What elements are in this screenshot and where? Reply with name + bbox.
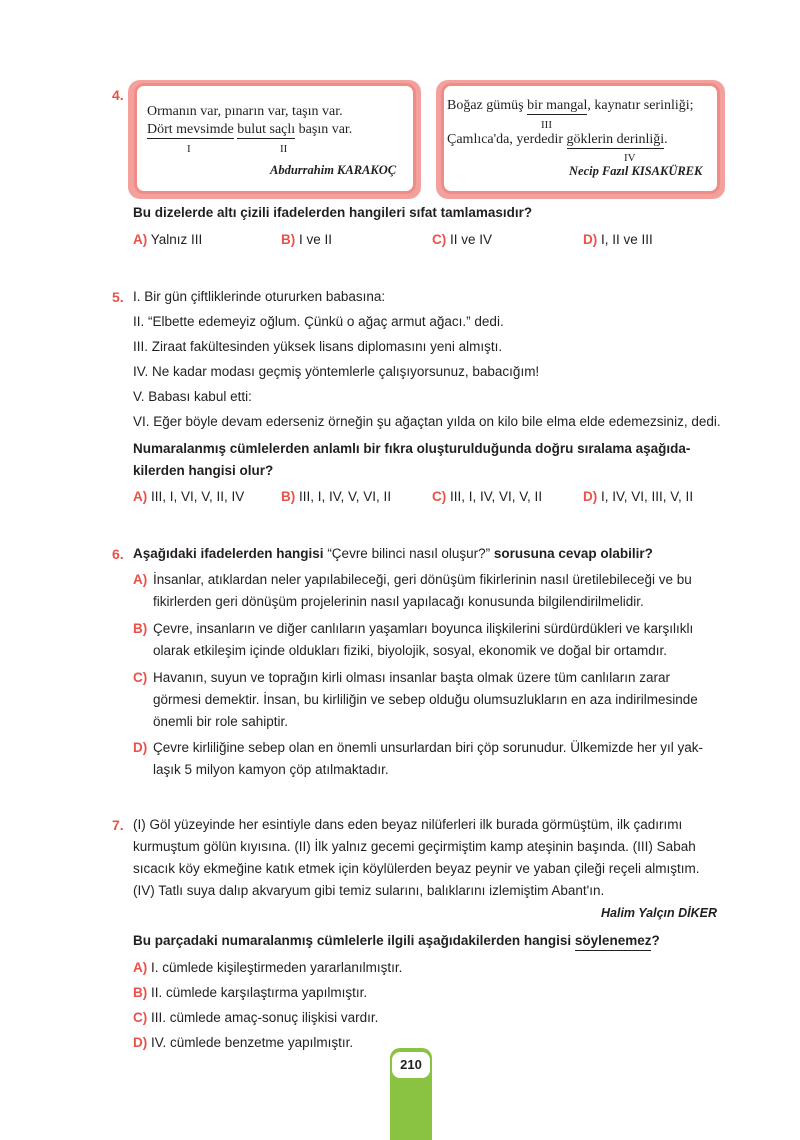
q5-item-5: V. Babası kabul etti: [133,389,252,404]
q4-option-d[interactable]: D) I, II ve III [583,232,653,247]
q6-option-a-letter-red[interactable]: A) [133,572,148,587]
q7-author: Halim Yalçın DİKER [601,906,718,920]
q4-option-c[interactable]: C) II ve IV [432,232,493,247]
q6-option-b-letter[interactable]: B) [133,621,148,636]
poem2-line2: Çamlıca'da, yerdedir göklerin derinliği. [447,132,668,147]
q5-question-line1: Numaralanmış cümlelerden anlamlı bir fıkra oluşturulduğunda doğru sıralama aşağıda- [133,441,691,456]
q5-item-3: III. Ziraat fakültesinden yüksek lisans diplomasını yeni almıştı. [133,339,503,354]
q7-passage-line3: sıcacık köy ekmeğine katık etmek için köylülerden beyaz peynir ve yaban çileği reçeli almıştım. [133,861,700,876]
underline-I: Dört mevsimde [147,122,234,137]
q7-underline-word: söylenemez [575,933,652,951]
q7-passage-line1: (I) Göl yüzeyinde her esintiyle dans eden beyaz nilüferleri ilk burada görmüştüm, ilk çadırımı [133,817,683,832]
q6-option-d-line2: laşık 5 milyon kamyon çöp atılmaktadır. [153,762,389,777]
q5-option-b[interactable]: B) III, I, IV, V, VI, II [281,489,392,504]
poem1-line2: Dört mevsimde bulut saçlı başın var. [147,122,353,137]
question-number-5: 5. [112,289,124,305]
q4-option-b[interactable]: B) I ve II [281,232,333,247]
q6-option-c-letter[interactable]: C) [133,670,148,685]
q5-option-a[interactable]: A) III, I, VI, V, II, IV [133,489,245,504]
q6-option-b-line1: Çevre, insanların ve diğer canlıların yaşamları boyunca ilişkilerini sürdürdükleri ve karşılıklı [153,621,694,636]
underline-II: bulut saçlı [237,122,296,137]
question-number-4: 4. [112,87,124,103]
q6-option-c-line2: görmesi demektir. İnsan, bu kirliliğin ve sebep olduğu olumsuzlukların en aza indirilmesinde [153,692,698,707]
q6-question: Aşağıdaki ifadelerden hangisi “Çevre bilinci nasıl oluşur?” sorusuna cevap olabilir? [133,546,653,561]
q4-question: Bu dizelerde altı çizili ifadelerden hangileri sıfat tamlamasıdır? [133,205,533,220]
mark-IV: IV [624,152,636,164]
q6-option-a-line1: İnsanlar, atıklardan neler yapılabileceği, geri dönüşüm fikirlerinin nasıl üretilebileceği ve bu [153,572,692,587]
question-number-6: 6. [112,546,124,562]
underline-III: bir mangal [527,98,588,113]
poem2-author: Necip Fazıl KISAKÜREK [569,164,703,178]
q5-option-c[interactable]: C) III, I, IV, VI, V, II [432,489,543,504]
q5-item-2: II. “Elbette edemeyiz oğlum. Çünkü o ağaç armut ağacı.” dedi. [133,314,504,329]
page-number: 210 [392,1052,430,1078]
q6-option-d-letter[interactable]: D) [133,740,148,755]
q5-item-4: IV. Ne kadar modası geçmiş yöntemlerle çalışıyorsunuz, babacığım! [133,364,540,379]
poem2-line1: Boğaz gümüş bir mangal, kaynatır serinliği; [447,98,694,113]
q7-passage-line2: kurmuştum gölün kıyısına. (II) İlk yalnız gecemi geçirmiştim kamp ateşinin başında. (III) Sabah [133,839,696,854]
q4-option-a[interactable]: A) Yalnız III [133,232,203,247]
mark-II: II [280,143,288,155]
q7-option-a[interactable]: A) I. cümlede kişileştirmeden yararlanılmıştır. [133,960,403,975]
q7-option-b[interactable]: B) II. cümlede karşılaştırma yapılmıştır. [133,985,368,1000]
q6-option-b-line2: olarak etkileşim içinde oldukları fiziki, biyolojik, sosyal, ekonomik ve doğal bir ortamdır. [153,643,667,658]
q5-option-d[interactable]: D) I, IV, VI, III, V, II [583,489,694,504]
q6-option-d-line1: Çevre kirliliğine sebep olan en önemli unsurlardan biri çöp sorunudur. Ülkemizde her yıl yak- [153,740,704,755]
q5-item-6: VI. Eğer böyle devam ederseniz örneğin şu ağaçtan yılda on kilo bile elma elde edemezsiniz, dedi. [133,414,721,429]
q7-question: Bu parçadaki numaralanmış cümlelerle ilgili aşağıdakilerden hangisi söylenemez? [133,933,660,948]
mark-III: III [541,119,552,131]
q7-option-c[interactable]: C) III. cümlede amaç-sonuç ilişkisi vardır. [133,1010,379,1025]
q6-option-c-line1: Havanın, suyun ve toprağın kirli olması insanlar başta olmak üzere tüm canlıların zarar [153,670,670,685]
question-number-7: 7. [112,817,124,833]
mark-I: I [187,143,191,155]
q6-option-a-line2: fikirlerden geri dönüşüm projelerinin nasıl yapılacağı konusunda bilgilendirilmelidir. [153,594,644,609]
q5-question-line2: kilerden hangisi olur? [133,463,274,478]
q7-option-d[interactable]: D) IV. cümlede benzetme yapılmıştır. [133,1035,354,1050]
q5-item-1: I. Bir gün çiftliklerinde otururken babasına: [133,289,386,304]
underline-IV: göklerin derinliği [566,132,665,147]
poem1-author: Abdurrahim KARAKOÇ [270,163,397,177]
poem1-line1: Ormanın var, pınarın var, taşın var. [147,104,343,119]
q6-option-c-line3: önemli bir role sahiptir. [153,714,289,729]
q7-passage-line4: (IV) Tatlı suya dalıp akvaryum gibi temiz sularını, balıklarını izlemiştim Abant'ın. [133,883,605,898]
